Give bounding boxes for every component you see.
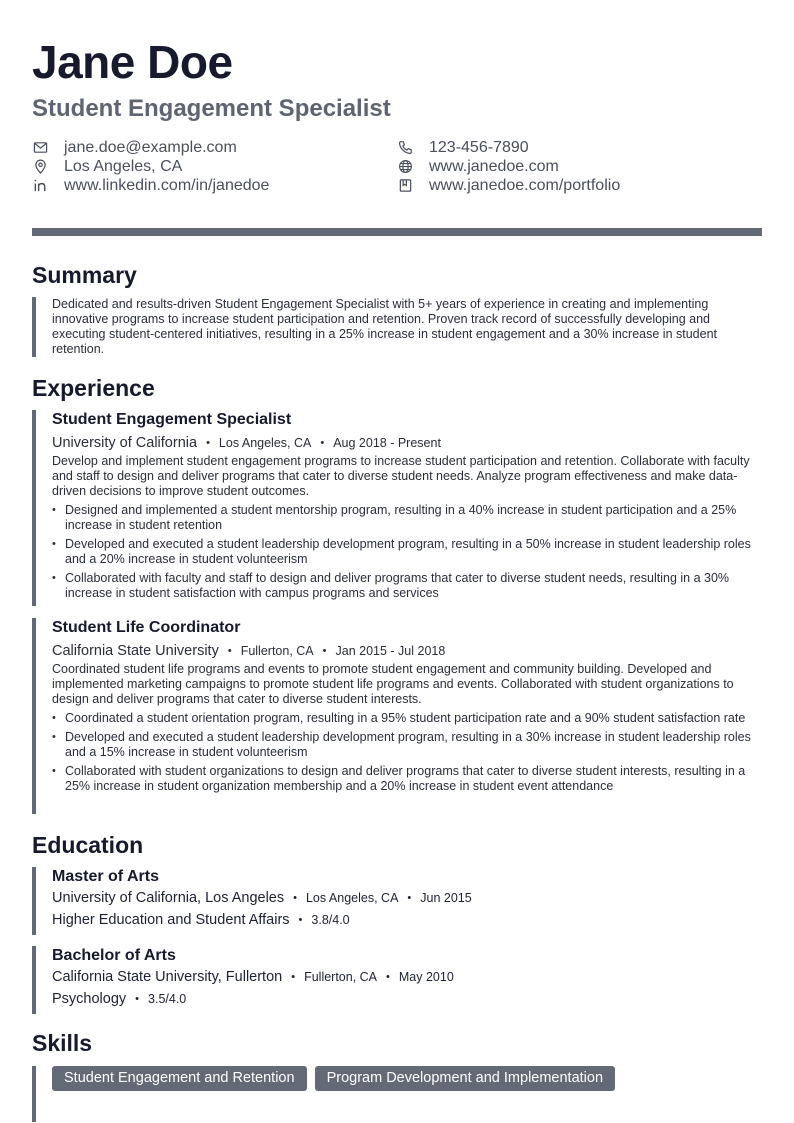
contact-portfolio-text[interactable]: www.janedoe.com/portfolio [429,176,621,194]
location-pin-icon [32,159,48,175]
education-meta [52,966,762,988]
separator-dot: • [135,993,140,1005]
separator-dot: • [298,914,303,926]
school-location: Fullerton, CA [304,970,378,984]
education-field-line [52,909,762,931]
skills-block [32,1066,762,1122]
header-divider [32,228,762,236]
achievement-item: • Designed and implemented a student mentorship program, resulting in a 40% increase in student participation and a 25% increase in student retention [52,503,762,533]
job-dates: Aug 2018 - Present [333,436,441,450]
achievement-item: • Coordinated a student orientation program, resulting in a 95% student participation rate and a 90% student satisfaction rate [52,711,762,726]
skills-heading: Skills [32,1030,93,1056]
candidate-title: Student Engagement Specialist [32,95,391,122]
gpa: 3.5/4.0 [148,992,187,1006]
summary-block [32,297,762,357]
gpa: 3.8/4.0 [311,913,350,927]
achievement-item: • Developed and executed a student leadership development program, resulting in a 50% increase in student leadership roles and a 20% increase in student volunteerism [52,537,762,567]
job-achievements [52,711,762,794]
skill-tag: Student Engagement and Retention [52,1066,307,1091]
skill-tag: Program Development and Implementation [315,1066,615,1091]
degree-name: Bachelor of Arts [52,947,176,964]
job-description: Coordinated student life programs and events to promote student engagement and community building. Developed and implemented marketing campaigns to promote student life programs and events. Collaborated with student organizations to design and deliver programs that cater to diverse student interests. [52,662,734,706]
separator-dot: • [293,892,297,904]
graduation-date: May 2010 [398,970,454,984]
achievement-item: • Collaborated with faculty and staff to design and deliver programs that cater to diverse student needs, resulting in a 30% increase in student satisfaction with campus programs and services [52,571,762,601]
separator-dot: • [206,437,210,449]
job-dates: Jan 2015 - Jul 2018 [335,644,446,658]
education-heading: Education [32,832,144,858]
contact-website-text[interactable]: www.janedoe.com [429,157,559,175]
school-location: Los Angeles, CA [305,891,399,905]
candidate-name: Jane Doe [32,36,233,88]
graduation-date: Jun 2015 [420,891,472,905]
separator-dot: • [322,645,327,657]
job-meta [52,433,762,453]
job-achievements [52,503,762,601]
field-of-study: Psychology [52,991,127,1007]
contact-location-text: Los Angeles, CA [64,157,183,175]
job-location: Los Angeles, CA [218,436,312,450]
experience-entry [32,618,762,814]
separator-dot: • [407,892,412,904]
skills-list [52,1066,762,1091]
education-entry [32,946,762,1014]
separator-dot: • [227,645,232,657]
school-name: University of California, Los Angeles [52,890,285,906]
achievement-item: • Developed and executed a student leadership development program, resulting in a 30% increase in student leadership roles and a 15% increase in student volunteerism [52,730,762,760]
contact-email-text[interactable]: jane.doe@example.com [64,138,237,156]
job-meta [52,641,762,661]
job-company: California State University [52,643,219,659]
contact-website[interactable] [397,157,559,176]
phone-icon [397,140,413,156]
education-field-line [52,988,762,1010]
contact-email[interactable] [32,138,237,157]
mail-icon [32,140,48,156]
portfolio-icon [397,178,413,194]
contact-location [32,157,182,176]
job-location: Fullerton, CA [240,644,314,658]
globe-icon [397,159,413,175]
job-description: Develop and implement student engagement programs to increase student participation and retention. Collaborate with faculty and staff to design and deliver programs that cater to diverse student needs. Analyze program effectiveness and make data-driven decisions to improve student outcomes. [52,454,750,498]
experience-entry [32,410,762,606]
education-entry [32,867,762,935]
contact-linkedin[interactable] [32,176,269,195]
contact-phone-text[interactable]: 123-456-7890 [429,138,529,156]
contact-phone[interactable] [397,138,529,157]
contact-list [32,138,762,198]
field-of-study: Higher Education and Student Affairs [52,912,290,928]
separator-dot: • [386,971,390,983]
summary-text: Dedicated and results-driven Student Engagement Specialist with 5+ years of experience in creating and implementing innovative programs to increase student participation and retention. Proven track record of successfully developing and executing student-centered initiatives, resulting in a 25% increase in student engagement and a 30% increase in student retention. [52,297,718,356]
achievement-item: • Collaborated with student organizations to design and deliver programs that cater to diverse student interests, resulting in a 25% increase in student organization membership and a 20% increase in student event attendance [52,764,762,794]
school-name: California State University, Fullerton [52,969,283,985]
contact-portfolio[interactable] [397,176,620,195]
experience-heading: Experience [32,375,155,401]
summary-heading: Summary [32,262,137,288]
separator-dot: • [291,971,296,983]
linkedin-icon [32,178,48,194]
education-meta [52,887,762,909]
job-title: Student Engagement Specialist [52,411,292,428]
job-company: University of California [52,435,198,451]
job-title: Student Life Coordinator [52,619,241,636]
separator-dot: • [320,437,325,449]
degree-name: Master of Arts [52,868,159,885]
contact-linkedin-text[interactable]: www.linkedin.com/in/janedoe [64,176,270,194]
